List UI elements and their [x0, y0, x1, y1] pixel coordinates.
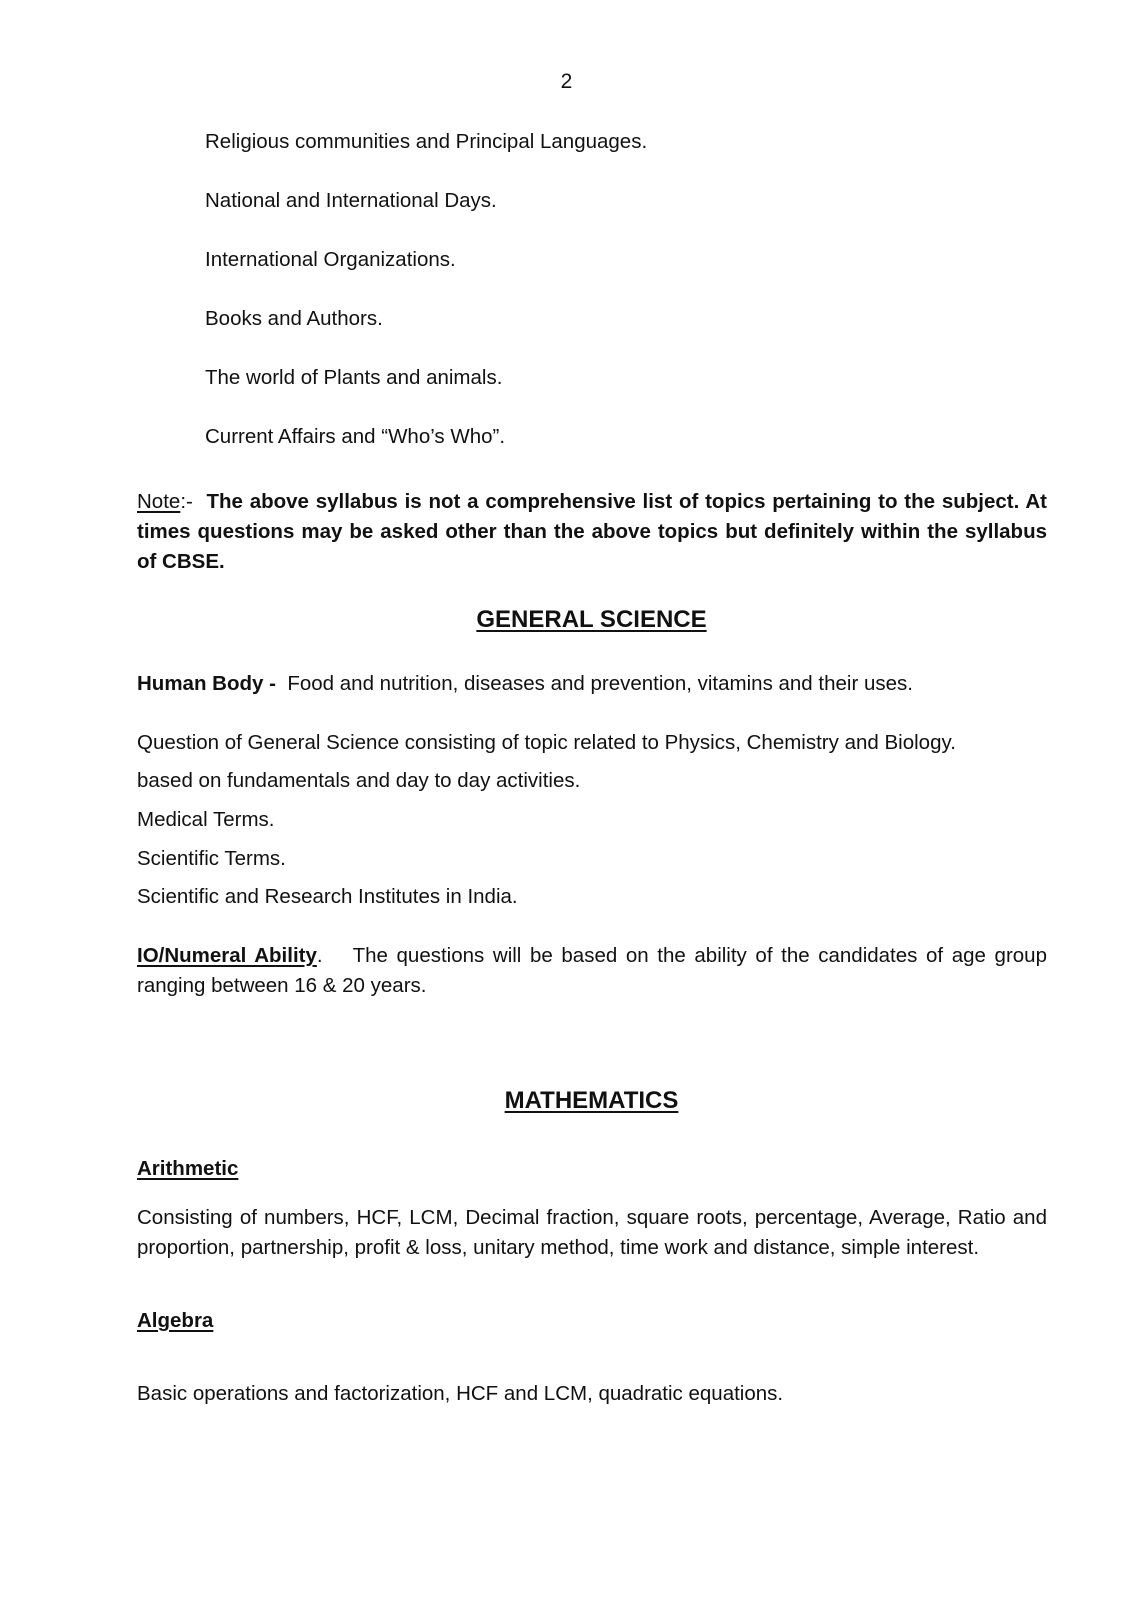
syllabus-note — [137, 487, 1047, 577]
note-label: Note — [137, 490, 181, 513]
human-body-text: Food and nutrition, diseases and prevention, vitamins and their uses. — [287, 672, 913, 695]
note-text: The above syllabus is not a comprehensive list of topics pertaining to the subject. At times questions may be asked other than the above topics but definitely within the syllabus of CBSE. — [137, 490, 1047, 573]
topic-item: International Organizations. — [205, 248, 456, 271]
mathematics-heading: MATHEMATICS — [504, 1087, 679, 1114]
arithmetic-text: Consisting of numbers, HCF, LCM, Decimal fraction, square roots, percentage, Average, Ratio and proportion, partnership, profit & loss, unitary method, time work and distance, simple interest. — [137, 1206, 1047, 1259]
page-number: 2 — [560, 70, 573, 93]
general-science-heading: GENERAL SCIENCE — [476, 606, 707, 633]
topic-item: Current Affairs and “Who’s Who”. — [205, 425, 506, 448]
algebra-heading: Algebra — [137, 1309, 214, 1332]
topic-item: National and International Days. — [205, 189, 497, 212]
science-line: Medical Terms. — [137, 808, 275, 831]
science-line: Scientific and Research Institutes in India. — [137, 885, 518, 908]
topic-item: The world of Plants and animals. — [205, 366, 503, 389]
science-line: based on fundamentals and day to day activities. — [137, 769, 581, 792]
io-dot: . — [316, 944, 323, 967]
topic-item: Books and Authors. — [205, 307, 383, 330]
arithmetic-heading: Arithmetic — [137, 1157, 239, 1180]
science-line: Scientific Terms. — [137, 847, 286, 870]
io-text: The questions will be based on the ability of the candidates of age group ranging between 16 & 20 years. — [137, 944, 1047, 997]
note-separator: :- — [180, 490, 193, 513]
human-body-line — [137, 672, 913, 696]
science-line: Question of General Science consisting of topic related to Physics, Chemistry and Biology. — [137, 731, 956, 754]
human-body-label: Human Body - — [137, 672, 276, 695]
io-label: IO/Numeral Ability — [137, 944, 317, 967]
io-numeral-ability — [137, 941, 1047, 1001]
algebra-text: Basic operations and factorization, HCF and LCM, quadratic equations. — [137, 1382, 784, 1405]
topic-item: Religious communities and Principal Languages. — [205, 130, 648, 153]
